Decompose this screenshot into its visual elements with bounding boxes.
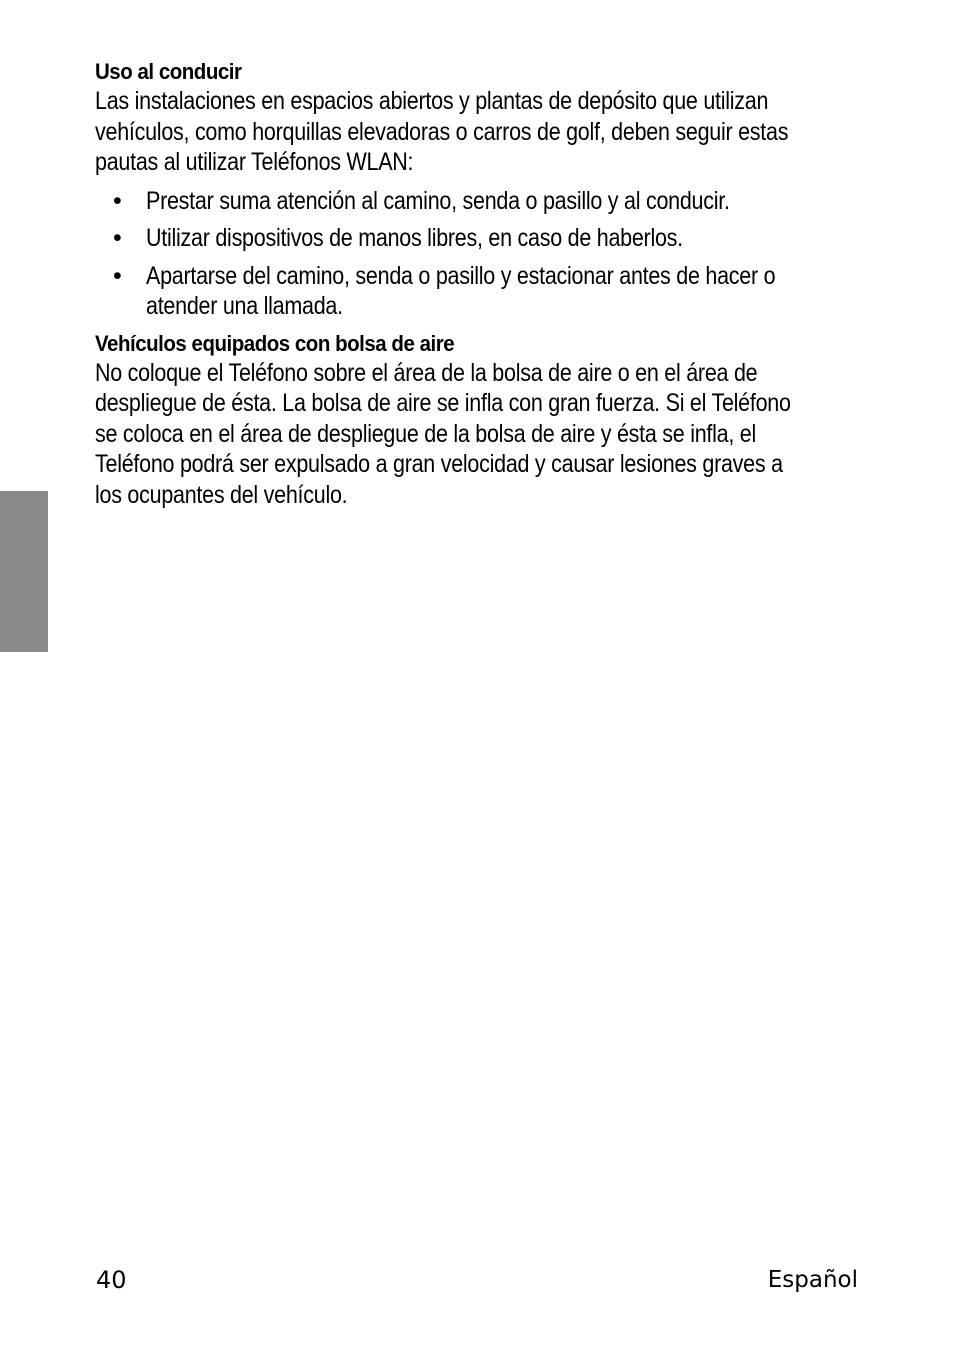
page-content: [95, 58, 865, 510]
list-item: [95, 223, 865, 254]
list-item: [95, 186, 865, 217]
text-line: Teléfono podrá ser expulsado a gran velocidad y causar lesiones graves a: [95, 450, 783, 478]
section-heading-driving: Uso al conducir: [95, 59, 242, 84]
section-airbag: [95, 330, 865, 511]
text-line: pautas al utilizar Teléfonos WLAN:: [95, 148, 414, 176]
text-line: Apartarse del camino, senda o pasillo y estacionar antes de hacer o: [146, 261, 776, 290]
text-line: vehículos, como horquillas elevadoras o carros de golf, deben seguir estas: [95, 117, 789, 146]
section-heading-airbag: Vehículos equipados con bolsa de aire: [95, 330, 455, 356]
footer-language: Español: [767, 1267, 858, 1293]
text-line: los ocupantes del vehículo.: [95, 480, 348, 509]
bullet-icon: •: [113, 224, 122, 252]
text-line: Utilizar dispositivos de manos libres, en caso de haberlos.: [146, 224, 683, 252]
bullet-icon: •: [113, 186, 122, 215]
section-airbag-body: [95, 358, 865, 511]
text-line: despliegue de ésta. La bolsa de aire se infla con gran fuerza. Si el Teléfono: [95, 389, 791, 417]
text-line: se coloca en el área de despliegue de la bolsa de aire y ésta se infla, el: [95, 419, 757, 448]
section-driving: [95, 58, 865, 322]
text-line: Prestar suma atención al camino, senda o pasillo y al conducir.: [146, 186, 730, 215]
text-line: atender una llamada.: [146, 292, 343, 320]
driving-guidelines-list: [95, 186, 865, 322]
text-line: Las instalaciones en espacios abiertos y plantas de depósito que utilizan: [95, 87, 769, 115]
page-number: 40: [96, 1266, 127, 1294]
language-side-tab: [0, 491, 48, 652]
section-driving-intro: [95, 86, 865, 178]
bullet-icon: •: [113, 261, 122, 290]
list-item: [95, 261, 865, 322]
text-line: No coloque el Teléfono sobre el área de la bolsa de aire o en el área de: [95, 358, 758, 387]
